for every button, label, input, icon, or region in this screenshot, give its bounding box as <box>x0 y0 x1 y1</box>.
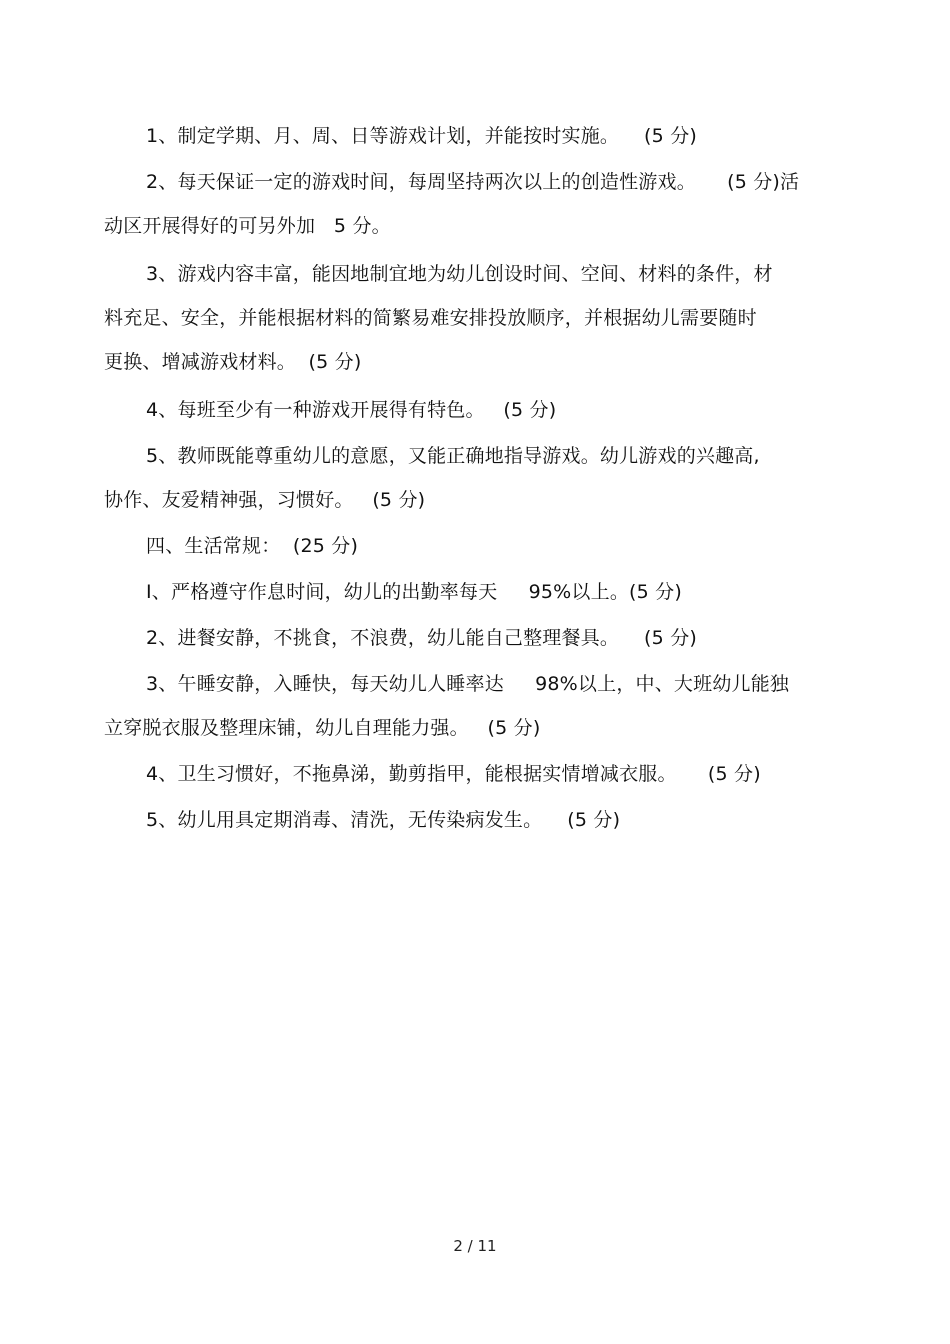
text-line-4: 3、游戏内容丰富，能因地制宜地为幼儿创设时间、空间、材料的条件，材 <box>146 263 773 285</box>
text-line-1: 1、制定学期、月、周、日等游戏计划，并能按时实施。 (5 分) <box>146 125 698 147</box>
text-line-15: 4、卫生习惯好，不拖鼻涕，勤剪指甲，能根据实情增减衣服。 (5 分) <box>146 763 761 785</box>
page-number: 2 / 11 <box>453 1237 497 1255</box>
text-line-3: 动区开展得好的可另外加 5 分。 <box>104 215 391 237</box>
text-line-12: 2、进餐安静，不挑食，不浪费，幼儿能自己整理餐具。 (5 分) <box>146 627 698 649</box>
text-line-16: 5、幼儿用具定期消毒、清洗，无传染病发生。 (5 分) <box>146 809 621 831</box>
text-line-8: 5、教师既能尊重幼儿的意愿，又能正确地指导游戏。幼儿游戏的兴趣高, <box>146 445 760 467</box>
section-heading: 四、生活常规： (25 分) <box>146 535 359 557</box>
text-line-9: 协作、友爱精神强，习惯好。 (5 分) <box>104 489 426 511</box>
text-line-6: 更换、增减游戏材料。 (5 分) <box>104 351 362 373</box>
text-line-14: 立穿脱衣服及整理床铺，幼儿自理能力强。 (5 分) <box>104 717 541 739</box>
text-line-13: 3、午睡安静，入睡快，每天幼儿人睡率达 98%以上，中、大班幼儿能独 <box>146 673 790 695</box>
text-line-11: I、严格遵守作息时间，幼儿的出勤率每天 95%以上。(5 分) <box>146 581 682 603</box>
text-line-2: 2、每天保证一定的游戏时间，每周坚持两次以上的创造性游戏。 (5 分)活 <box>146 171 800 193</box>
text-line-7: 4、每班至少有一种游戏开展得有特色。 (5 分) <box>146 399 557 421</box>
text-line-5: 料充足、安全，并能根据材料的简繁易难安排投放顺序，并根据幼儿需要随时 <box>104 307 757 329</box>
